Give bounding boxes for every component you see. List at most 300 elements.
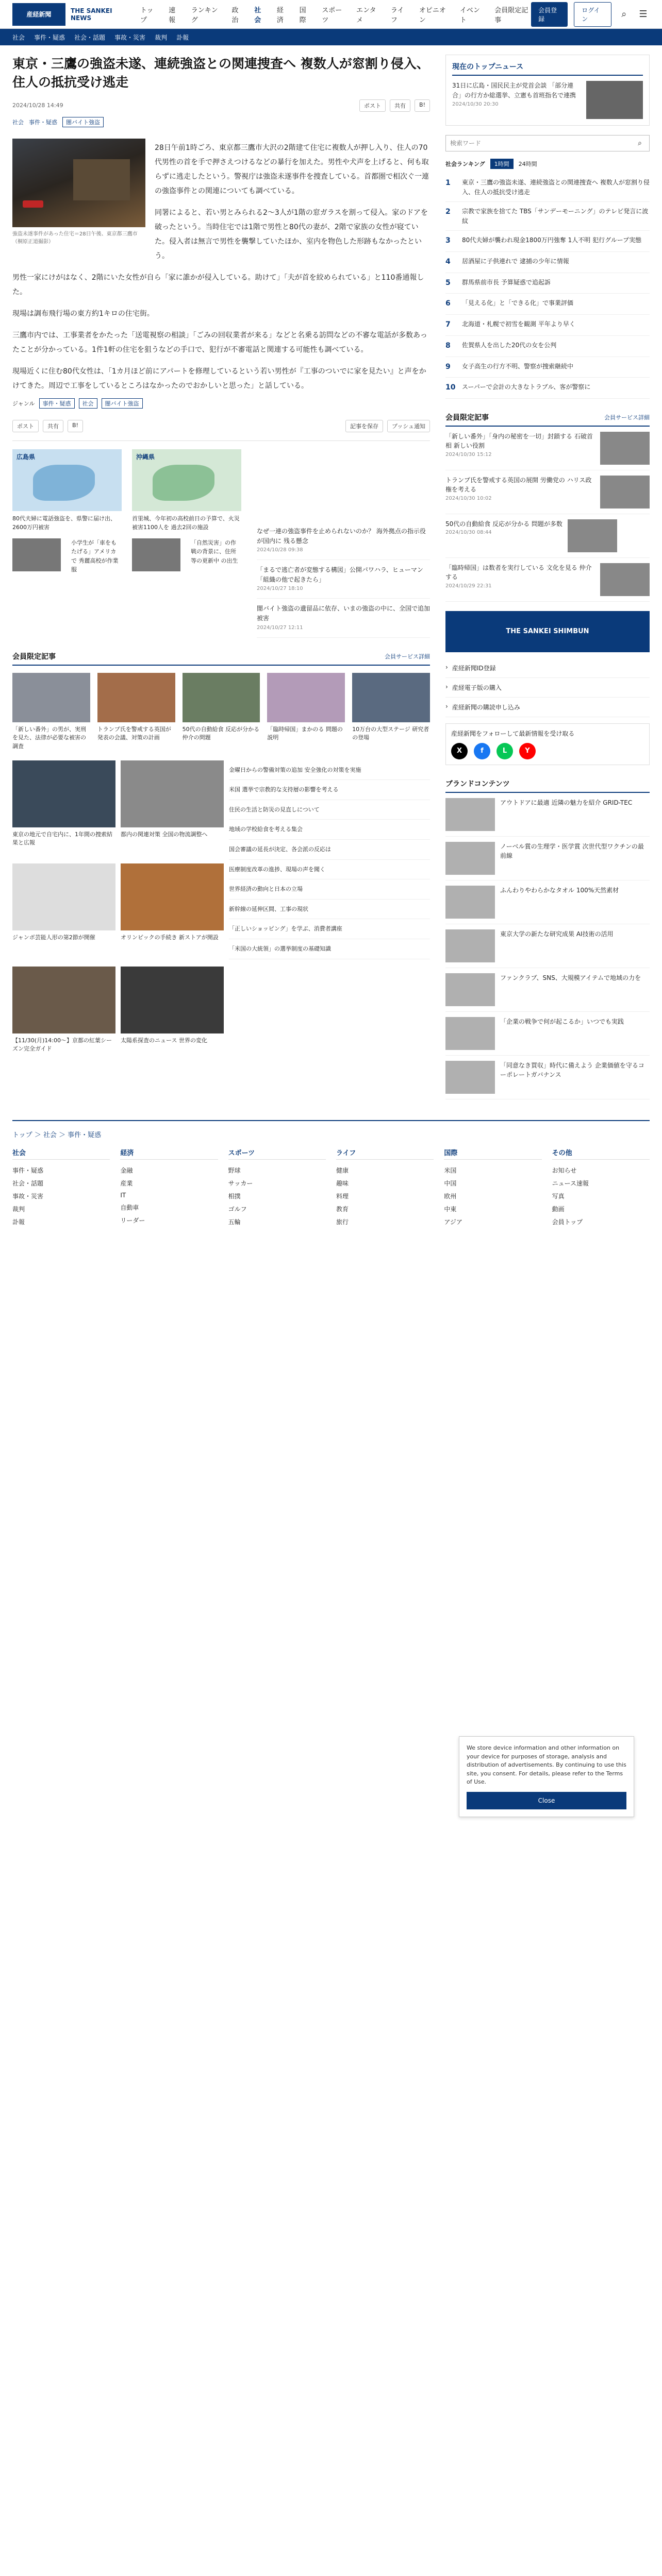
related-title: 「まるで逃亡者が変態する構図」公開パワハラ、ヒューマン「組織の他で起きたら」 [257, 566, 423, 584]
footer-link[interactable]: ゴルフ [228, 1205, 247, 1213]
footer-link[interactable]: 会員トップ [552, 1218, 583, 1226]
ranking-title: 宗教で家族を捨てた TBS「サンデーモーニング」のテレビ発言に波紋 [462, 208, 649, 225]
footer-column-list [444, 1164, 541, 1228]
follow-box [445, 723, 650, 765]
brand-text: 「企業の戦争で何が起こるか」いつでも実践 [500, 1018, 624, 1025]
feed-item[interactable] [121, 967, 224, 1061]
side-member-image [600, 432, 650, 465]
menu-icon[interactable]: ☰ [639, 9, 648, 20]
footer-nav [12, 1120, 650, 1228]
side-member-text-wrap [445, 432, 595, 465]
ranking-tab-day[interactable]: 24時間 [518, 161, 537, 167]
nav-item[interactable]: ランキング [191, 6, 218, 24]
side-link[interactable] [445, 658, 650, 678]
genre-tag[interactable]: 社会 [79, 398, 97, 409]
search-icon[interactable]: ⌕ [638, 139, 642, 147]
side-link[interactable] [445, 678, 650, 698]
region-thumb[interactable] [12, 538, 61, 571]
search-input[interactable] [446, 135, 631, 151]
side-member-text: 50代の自動給食 反応が分かる 問題が多数 [445, 520, 562, 528]
side-member-text-wrap [445, 519, 562, 552]
ranking-number: 9 [445, 362, 451, 371]
footer-link[interactable]: 産業 [120, 1179, 133, 1187]
page-body [12, 55, 650, 1099]
text-feed-item[interactable]: 「正しいショッピング」を学ぶ、消費者講座 [229, 919, 430, 939]
brand-item[interactable] [445, 837, 650, 880]
ranking-list [445, 173, 650, 399]
related-title: なぜ一連の強盗事件を止められないのか？ 海外拠点の指示役が国内に 残る懸念 [257, 527, 426, 545]
sankei-banner[interactable]: THE SANKEI SHIMBUN [445, 611, 650, 652]
footer-link[interactable]: 自動車 [120, 1204, 139, 1211]
region-label: 沖縄県 [136, 453, 155, 461]
footer-link[interactable]: 五輪 [228, 1218, 241, 1226]
brand-item[interactable] [445, 1056, 650, 1099]
text-feed-item[interactable]: 地域の学校給食を考える集会 [229, 820, 430, 840]
brand-text: 東京大学の新たな研究成果 AI技術の活用 [500, 930, 614, 938]
feed-image [12, 760, 115, 827]
footer-link[interactable]: 健康 [336, 1166, 349, 1174]
member-card-title: 10万台の大型ステージ 研究者の登場 [352, 725, 429, 741]
feed-image [121, 967, 224, 1033]
member-card-image [352, 673, 430, 722]
feed-item[interactable] [121, 863, 224, 958]
side-member-item[interactable] [445, 470, 650, 514]
feed-image [12, 863, 115, 930]
sub-nav-item[interactable]: 裁判 [155, 33, 168, 41]
feed-item[interactable] [12, 863, 115, 958]
side-link-label: 産経新聞の購読申し込み [452, 703, 520, 711]
article-figure [12, 139, 145, 263]
share-x-button[interactable]: ポスト [12, 420, 39, 432]
side-member-image [600, 476, 650, 509]
region-thumb-text: 小学生が「車をもたげる」アメリカで 秀麗高校が作業服 [71, 539, 119, 573]
footer-column-title[interactable]: 社会 [12, 1147, 110, 1160]
footer-link[interactable]: 米国 [444, 1166, 457, 1174]
related-article[interactable] [257, 521, 430, 560]
brand-text: ファンクラブ、SNS、大規模アイテムで地域の力を [500, 974, 641, 981]
ranking-title: 「見える化」と「できる化」で事業評価 [462, 299, 574, 307]
text-feed-item[interactable]: 米国 選挙で宗教的な支持層の影響を考える [229, 780, 430, 800]
region-card[interactable] [12, 449, 122, 575]
brand-list [445, 793, 650, 1099]
article-paragraph: 三鷹市内では、工事業者をかたった「送電視察の相談」「ごみの回収業者が来る」などと名乗る訪問などの不審な電話が多数あったことが分かっている。1件1軒の住宅を狙うなどの手口で、犯行が不審電話と関連する可能性も調べている。 [12, 331, 427, 354]
footer-column-title[interactable]: その他 [552, 1147, 650, 1160]
side-member-item[interactable] [445, 427, 650, 470]
side-member-date: 2024/10/30 10:02 [445, 496, 492, 502]
top-news-box [445, 55, 650, 126]
ranking-title: 女子高生の行方不明、警察が捜索継続中 [462, 362, 574, 370]
article-headline: 東京・三鷹の強盗未遂、連続強盗との関連捜査へ 複数人が窓割り侵入、住人の抵抗受け逃走 [12, 56, 429, 90]
line-icon[interactable]: L [496, 743, 513, 759]
brand-header [445, 778, 650, 793]
footer-column [444, 1147, 541, 1228]
arrow-icon: › [445, 663, 448, 671]
ranking-title: 80代夫婦が襲われ現金1800万円強奪 1人不明 犯行グループ実態 [462, 236, 642, 244]
nav-item[interactable]: 国際 [299, 6, 306, 24]
nav-item[interactable]: オピニオン [419, 6, 446, 24]
push-notify-button[interactable]: プッシュ通知 [387, 420, 430, 432]
crumb-social[interactable]: 社会 [12, 118, 24, 126]
member-card[interactable] [12, 673, 90, 751]
side-member-text: 「新しい番外」「身内の秘密を一切」封鎖する 石破首相 新しい役割 [445, 432, 593, 450]
side-member-text: 「臨時帰国」は数者を実行している 文化を見る 仲介する [445, 564, 592, 581]
ranking-number: 5 [445, 278, 451, 287]
footer-link[interactable]: リーダー [120, 1216, 145, 1224]
nav-item[interactable]: トップ [140, 6, 154, 24]
footer-column-list [228, 1164, 326, 1228]
header-actions [531, 2, 650, 27]
nav-item[interactable]: ライフ [390, 6, 404, 24]
footer-link[interactable]: サッカー [228, 1179, 253, 1187]
brand-item[interactable] [445, 880, 650, 924]
article-paragraph: 28日午前1時ごろ、東京都三鷹市大沢の2階建て住宅に複数人が押し入り、住人の70代男性の首を手で押さえつけるなどの暴行を加えた。男性や犬声を上げると、何も取らずに逃走したという。警視庁は強盗未遂事件を捜査している。首都圏で相次ぐ一連の強盗事件との関連についても調べている。 [155, 143, 429, 195]
brand-item[interactable] [445, 793, 650, 837]
footer-column [552, 1147, 650, 1228]
nav-item[interactable]: エンタメ [356, 6, 376, 24]
site-logo-sub: THE SANKEI NEWS [71, 7, 112, 22]
related-articles [257, 521, 430, 638]
footer-column-list [336, 1164, 434, 1228]
login-button[interactable]: ログイン [574, 2, 611, 27]
ranking-title: スーパーで会計の大きなトラブル、客が警察に [462, 383, 591, 391]
youtube-icon[interactable]: Y [519, 743, 536, 759]
nav-item[interactable]: 社会 [254, 6, 261, 24]
sub-nav [0, 29, 662, 45]
brand-item[interactable] [445, 924, 650, 968]
side-member-text-wrap [445, 563, 595, 596]
footer-link[interactable]: ニュース速報 [552, 1179, 589, 1187]
footer-column [120, 1147, 218, 1228]
footer-column-title[interactable]: 国際 [444, 1147, 541, 1160]
footer-link[interactable]: 社会・話題 [12, 1179, 44, 1187]
footer-link[interactable]: 旅行 [336, 1218, 349, 1226]
member-section-title: 会員限定記事 [12, 652, 56, 661]
article-tags [12, 398, 430, 409]
footer-column [336, 1147, 434, 1228]
nav-item[interactable]: イベント [459, 6, 480, 24]
ranking-tab-hour[interactable]: 1時間 [490, 159, 514, 169]
side-link-label: 産経新聞ID登録 [452, 664, 496, 672]
article-crumbs [12, 117, 430, 127]
follow-text: 産経新聞をフォローして最新情報を受け取る [451, 730, 575, 737]
related-date: 2024/10/28 09:38 [257, 547, 303, 553]
global-header [0, 0, 662, 29]
footer-link[interactable]: 野球 [228, 1166, 241, 1174]
share-buttons [359, 99, 430, 112]
side-member-date: 2024/10/30 08:44 [445, 530, 492, 536]
top-news-item[interactable] [452, 81, 643, 119]
genre-tag[interactable]: 闇バイト強盗 [102, 398, 143, 409]
news-feed [12, 760, 430, 1061]
region-thumb-row [132, 538, 241, 571]
ranking-item[interactable] [445, 252, 650, 273]
side-member-more[interactable]: 会員サービス詳細 [604, 414, 650, 421]
text-feed-item[interactable]: 医療制度改革の進捗、現場の声を聞く [229, 860, 430, 880]
ranking-title: 佐賀県人を出した20代の女を公判 [462, 341, 557, 349]
brand-image [445, 1017, 495, 1050]
member-card[interactable] [352, 673, 430, 751]
crumb-incident[interactable]: 事件・疑惑 [29, 118, 57, 126]
region-headline: 首里城、今年初の高校前日の予算で、火災被害1100人を 過去2回の施設 [132, 515, 240, 531]
divider [12, 440, 430, 441]
ranking-item[interactable] [445, 357, 650, 378]
member-register-button[interactable]: 会員登録 [531, 2, 568, 27]
feed-column-1 [12, 760, 115, 1061]
region-cards [12, 449, 241, 575]
side-member-image [568, 519, 617, 552]
footer-link[interactable]: 金融 [120, 1166, 133, 1174]
nav-item[interactable]: スポーツ [322, 6, 342, 24]
article-meta [12, 99, 430, 112]
related-date: 2024/10/27 18:10 [257, 586, 303, 592]
footer-link[interactable]: 中東 [444, 1205, 457, 1213]
footer-column-list [552, 1164, 650, 1228]
member-card[interactable] [183, 673, 260, 751]
ranking-title: 群馬県前市長 予算疑惑で追起訴 [462, 278, 551, 286]
footer-link[interactable]: 趣味 [336, 1179, 349, 1187]
footer-column-list [12, 1164, 110, 1228]
related-date: 2024/10/27 12:11 [257, 624, 303, 631]
article-paragraph: 現場は調布飛行場の東方約1キロの住宅街。 [12, 309, 154, 318]
member-card-title: 「新しい番外」の男が、実刑を見た、法律が必要な被害の調査 [12, 725, 86, 750]
follow-icons [451, 743, 644, 759]
photo-police-light [23, 200, 43, 208]
share-buttons-bottom [12, 420, 83, 432]
facebook-icon[interactable]: f [474, 743, 490, 759]
text-feed-item[interactable]: 金曜日からの警備対策の追加 安全強化の対策を実施 [229, 760, 430, 781]
ranking-number: 8 [445, 341, 451, 350]
footer-link[interactable]: 料理 [336, 1192, 349, 1200]
footer-link[interactable]: 教育 [336, 1205, 349, 1213]
region-card[interactable] [132, 449, 241, 575]
ranking-item[interactable] [445, 173, 650, 202]
side-member-item[interactable] [445, 558, 650, 602]
related-article[interactable] [257, 599, 430, 637]
top-news-image [586, 81, 643, 119]
region-map [12, 449, 122, 511]
text-feed-item[interactable]: 「米国の大統領」の選挙制度の基礎知識 [229, 939, 430, 959]
side-link[interactable] [445, 698, 650, 717]
genre-label: ジャンル [12, 400, 35, 407]
share-button[interactable]: 共有 [390, 99, 410, 112]
footer-column-title[interactable]: 経済 [120, 1147, 218, 1160]
text-feed-item[interactable]: 国会審議の延長が決定、各会派の反応は [229, 840, 430, 860]
sub-nav-item[interactable]: 社会・話題 [74, 33, 106, 41]
brand-image [445, 1061, 495, 1094]
footer-link[interactable]: 事故・災害 [12, 1192, 44, 1200]
arrow-icon: › [445, 683, 448, 690]
side-member-image [600, 563, 650, 596]
share-x-button[interactable]: ポスト [359, 99, 386, 112]
ranking-item[interactable] [445, 273, 650, 294]
member-card-image [267, 673, 345, 722]
brand-item[interactable] [445, 968, 650, 1012]
feed-image [121, 760, 224, 827]
side-member-list [445, 427, 650, 602]
footer-column [228, 1147, 326, 1228]
footer-column-list [120, 1164, 218, 1227]
footer-link[interactable]: 事件・疑惑 [12, 1166, 44, 1174]
top-news-text: 31日に広島・国民民主が党首会談 「部分連合」の行方か総選挙、立憲も首班指名で連携 [452, 82, 576, 99]
text-feed-item[interactable]: 新幹線の延伸区間、工事の現状 [229, 900, 430, 920]
ranking-title: 東京・三鷹の強盗未遂、連続強盗との関連捜査へ 複数人が窓割り侵入、住人の抵抗受け逃走 [462, 179, 650, 196]
side-member-text-wrap [445, 476, 595, 509]
side-member-header [445, 412, 650, 427]
nav-item[interactable]: 会員限定記事 [494, 6, 528, 24]
brand-text: ノーベル賞の生理学・医学賞 次世代型ワクチンの最前線 [500, 842, 644, 860]
feed-image [121, 863, 224, 930]
feed-title: 東京の地元で自宅内に、1年間の捜索結果と広報 [12, 831, 112, 846]
brand-text: 「同意なき買収」時代に備えよう 企業価値を守るコーポレートガバナンス [500, 1061, 644, 1079]
member-card-image [12, 673, 90, 722]
footer-breadcrumb[interactable]: トップ ＞ 社会 ＞ 事件・疑惑 [12, 1131, 102, 1139]
cookie-text: We store device information and other information on your device for purposes of storage, analysis and distribution of advertisements. By continuing to use this site, you consent. For details, please refer to the Terms of Use. [467, 1744, 626, 1785]
sidebar [445, 55, 650, 1099]
hatena-button[interactable]: B! [415, 99, 430, 112]
share-button[interactable]: 共有 [43, 420, 63, 432]
photo-house [73, 159, 130, 200]
ranking-item[interactable] [445, 294, 650, 315]
article-paragraph: 同署によると、若い男とみられる2〜3人が1階の窓ガラスを割って侵入。家のドアを破ったという。当時住宅では1階で男性と80代の妻が、2階で家族の女性が寝ていた。侵入者は無言で男性を襲撃していたほか、室内を物色した形跡もなかったという。 [155, 208, 428, 260]
sub-nav-item[interactable]: 事故・災害 [114, 33, 146, 41]
region-block [12, 449, 241, 638]
sub-nav-item[interactable]: 社会 [12, 33, 25, 41]
sub-nav-item[interactable]: 事件・疑惑 [34, 33, 65, 41]
footer-link[interactable]: お知らせ [552, 1166, 577, 1174]
ranking-number: 6 [445, 299, 451, 308]
search-icon[interactable]: ⌕ [621, 9, 627, 20]
member-card-title: 「臨時帰国」まかのる 問題の説明 [267, 725, 343, 741]
member-card-title: トランプ氏を警戒する英国が 発表の会議、対策の計画 [97, 725, 171, 741]
member-card[interactable] [97, 673, 175, 751]
nav-item[interactable]: 速報 [169, 6, 176, 24]
footer-link[interactable]: 相撲 [228, 1192, 241, 1200]
article-footer-actions [12, 420, 430, 432]
brand-image [445, 973, 495, 1006]
brand-item[interactable] [445, 1012, 650, 1056]
footer-link[interactable]: 動画 [552, 1205, 565, 1213]
ranking-number: 7 [445, 320, 451, 329]
x-icon[interactable]: X [451, 743, 468, 759]
ranking-title: 居酒屋に子供連れで 逮捕の少年に情報 [462, 258, 569, 265]
ranking-number: 4 [445, 258, 451, 266]
member-card-image [183, 673, 260, 722]
hatena-button[interactable]: B! [68, 420, 83, 432]
footer-link[interactable]: IT [120, 1191, 126, 1199]
brand-image [445, 929, 495, 962]
related-title: 闇バイト強盗の遺留品に依存、いまの強盗の中に、全国で追加被害 [257, 605, 431, 622]
feed-title: 都内の関連対策 全国の物流調整へ [121, 831, 208, 838]
footer-column-title[interactable]: スポーツ [228, 1147, 326, 1160]
site-logo[interactable]: 産経新聞 [12, 3, 65, 26]
photo-caption: 強盗未遂事件があった住宅＝28日午後、東京都三鷹市（桐原正道撮影） [12, 231, 138, 245]
member-service-link[interactable]: 会員サービス詳細 [385, 653, 430, 660]
side-member-item[interactable] [445, 514, 650, 558]
topic-tag[interactable]: 闇バイト強盗 [62, 117, 104, 127]
feed-item[interactable] [12, 760, 115, 855]
footer-column-title[interactable]: ライフ [336, 1147, 434, 1160]
footer-link[interactable]: 中国 [444, 1179, 457, 1187]
brand-text: アウトドアに最適 近隣の魅力を紹介 GRID-TEC [500, 799, 633, 806]
footer-link[interactable]: 裁判 [12, 1205, 25, 1213]
member-card[interactable] [267, 673, 345, 751]
region-thumb-row [12, 538, 122, 574]
member-card-image [97, 673, 175, 722]
ranking-item[interactable] [445, 231, 650, 252]
region-thumb[interactable] [132, 538, 180, 571]
global-nav [140, 5, 531, 24]
site-search [445, 135, 650, 151]
feed-item[interactable] [121, 760, 224, 855]
footer-link[interactable]: 訃報 [12, 1218, 25, 1226]
save-article-button[interactable]: 記事を保存 [345, 420, 383, 432]
footer-columns [12, 1147, 650, 1228]
ranking-item[interactable] [445, 336, 650, 357]
region-shape [33, 465, 95, 501]
footer-link[interactable]: 写真 [552, 1192, 565, 1200]
footer-link[interactable]: アジア [444, 1218, 462, 1226]
article-lead-text [155, 139, 430, 263]
brand-text: ふんわりやわらかなタオル 100%天然素材 [500, 886, 619, 894]
feed-title: オリンピックの手続き 新ストアが開設 [121, 934, 219, 941]
feed-column-2 [121, 760, 224, 1061]
ranking-item[interactable] [445, 202, 650, 231]
ranking-item[interactable] [445, 378, 650, 399]
genre-tag[interactable]: 事件・疑惑 [39, 398, 75, 409]
ranking-number: 1 [445, 179, 451, 187]
footer-link[interactable]: 欧州 [444, 1192, 457, 1200]
article-paragraph: 男性一家にけがはなく、2階にいた女性が自ら「家に誰かが侵入している。助けて」「夫が首を絞められている」と110番通報した。 [12, 273, 424, 296]
text-feed-item[interactable]: 世界経済の動向と日本の立場 [229, 879, 430, 900]
member-card-title: 50代の自動給食 反応が分かる 仲介の問題 [182, 725, 260, 741]
sub-nav-item[interactable]: 訃報 [176, 33, 189, 41]
top-news-date: 2024/10/30 20:30 [452, 101, 499, 108]
region-shape [153, 465, 214, 501]
region-thumb-text: 「自然災害」の作戦の背景に、住所等の更新中 の出生 [191, 539, 238, 564]
feed-title: ジャンボ芸能人形の第2節が開催 [12, 934, 95, 941]
member-grid [12, 673, 430, 751]
side-member-text: トランプ氏を警戒する英国の展開 労働党の ハリス政権を考える [445, 476, 592, 494]
save-actions [345, 420, 430, 432]
main-column [12, 55, 430, 1099]
text-feed-item[interactable]: 住民の生活と防災の見直しについて [229, 800, 430, 820]
brand-image [445, 886, 495, 919]
cookie-close-button[interactable]: Close [467, 1792, 626, 1809]
region-headline: 80代夫婦に電話強盗を、県警に届け出、2600万円被害 [12, 515, 116, 531]
ranking-number: 2 [445, 208, 451, 216]
region-label: 広島県 [16, 453, 36, 461]
side-links [445, 658, 650, 717]
text-feed [229, 760, 430, 1061]
ranking-title: 北海道・札幌で初雪を観測 平年より早く [462, 320, 575, 328]
feed-item[interactable] [12, 967, 115, 1061]
article-photo[interactable] [12, 139, 145, 227]
brand-title: ブランドコンテンツ [445, 779, 510, 788]
brand-image [445, 842, 495, 875]
cookie-notice [459, 1736, 634, 1817]
feed-title: 太陽系探査のニュース 世界の変化 [121, 1037, 207, 1044]
ranking-item[interactable] [445, 315, 650, 336]
related-article[interactable] [257, 560, 430, 599]
footer-column [12, 1147, 110, 1228]
article-date: 2024/10/28 14:49 [12, 102, 63, 109]
article-lead [12, 139, 430, 263]
feed-title: 【11/30(月)14:00〜】京都の紅葉シーズン完全ガイド [12, 1037, 112, 1053]
nav-item[interactable]: 政治 [231, 6, 239, 24]
arrow-icon: › [445, 702, 448, 710]
region-and-related [12, 449, 430, 638]
nav-item[interactable]: 経済 [276, 6, 284, 24]
